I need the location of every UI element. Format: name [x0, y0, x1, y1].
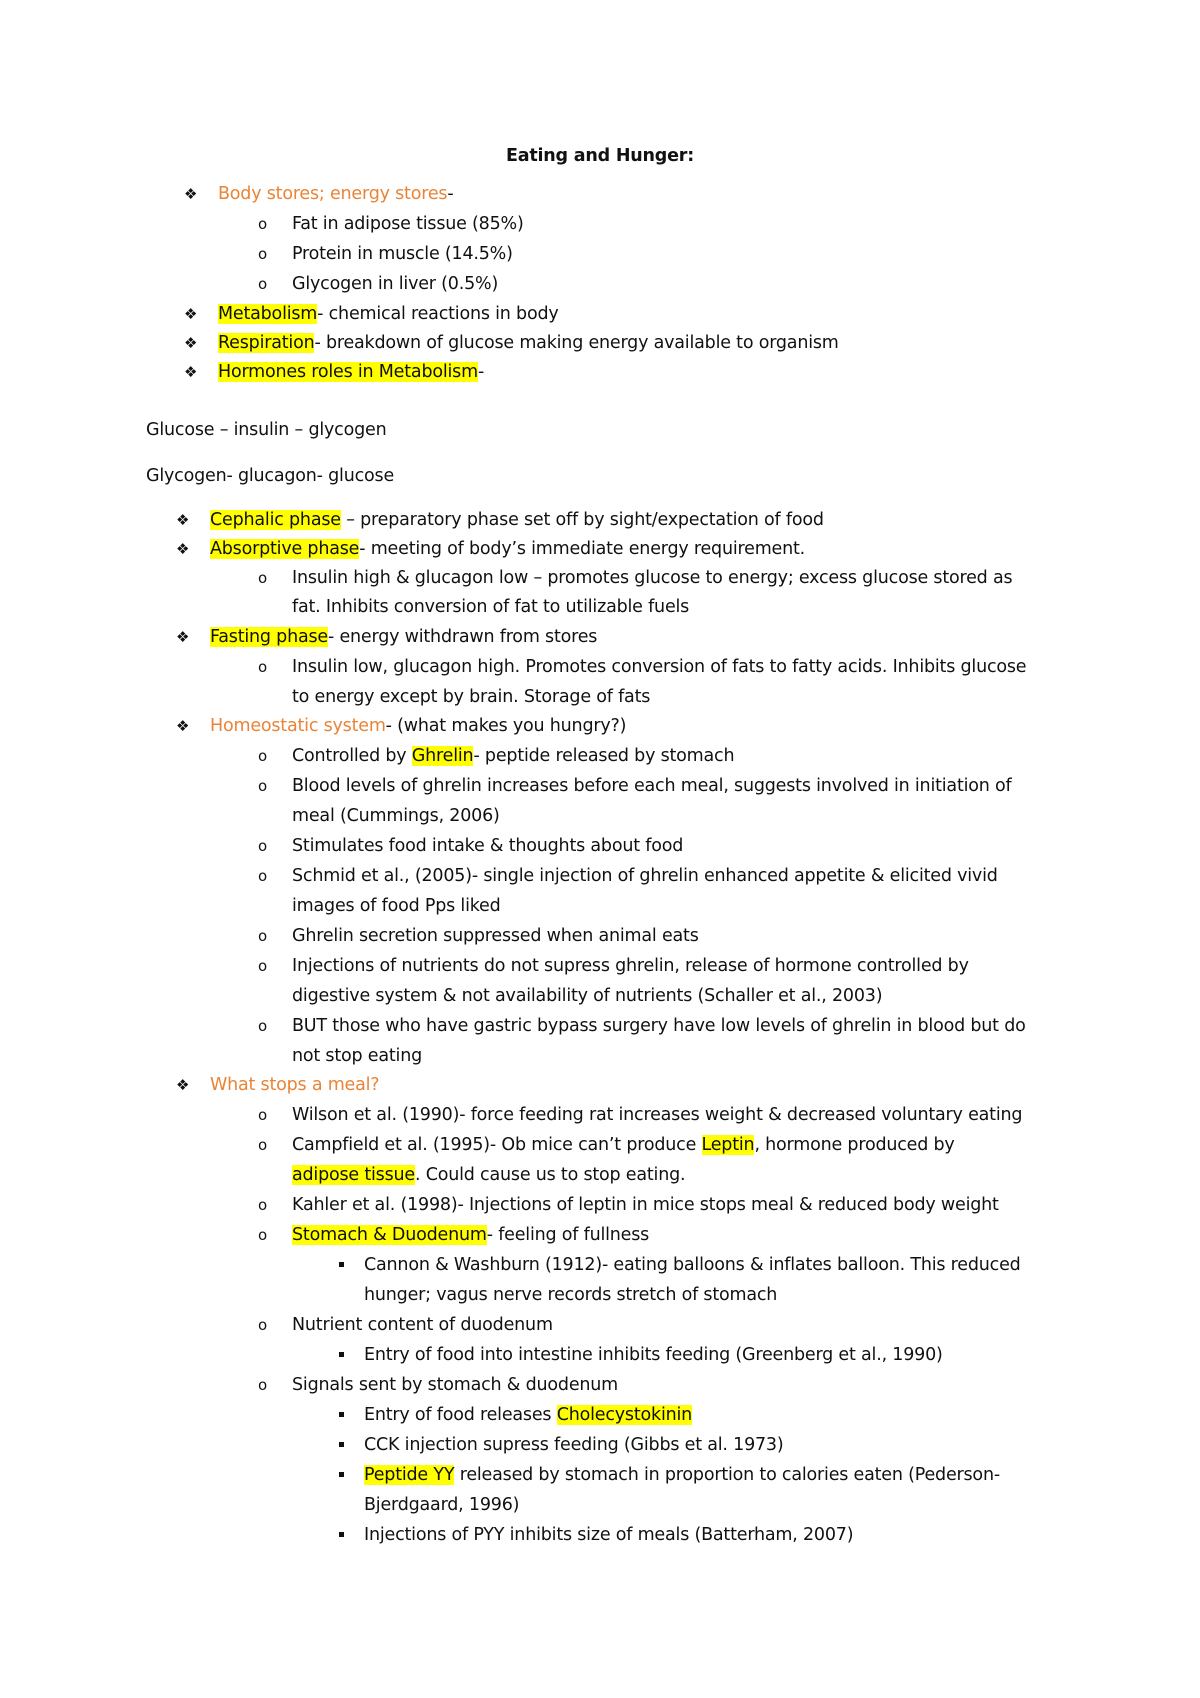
list-item: BUT those who have gastric bypass surgery have low levels of ghrelin in blood but do — [292, 1016, 1026, 1036]
list-item: Entry of food releases Cholecystokinin — [364, 1405, 693, 1425]
list-item: Stomach & Duodenum- feeling of fullness — [292, 1225, 650, 1245]
list-item: Cephalic phase – preparatory phase set off by sight/expectation of food — [210, 510, 824, 530]
list-item-continuation: fat. Inhibits conversion of fat to utilizable fuels — [292, 597, 690, 617]
list-item: Entry of food into intestine inhibits feeding (Greenberg et al., 1990) — [364, 1345, 943, 1365]
list-item-continuation: meal (Cummings, 2006) — [292, 806, 500, 826]
list-item-continuation: digestive system & not availability of nutrients (Schaller et al., 2003) — [292, 986, 883, 1006]
list-item: Injections of nutrients do not supress ghrelin, release of hormone controlled by — [292, 956, 969, 976]
diamond-bullet-icon: ❖ — [176, 628, 190, 646]
list-item: Respiration- breakdown of glucose making energy available to organism — [218, 333, 839, 353]
list-item-continuation: to energy except by brain. Storage of fats — [292, 687, 651, 707]
list-item: Homeostatic system- (what makes you hungry?) — [210, 716, 627, 736]
circle-bullet-icon: o — [258, 837, 267, 855]
diamond-bullet-icon: ❖ — [184, 334, 198, 352]
square-bullet-icon — [339, 1472, 344, 1477]
list-item: Campfield et al. (1995)- Ob mice can’t produce Leptin, hormone produced by — [292, 1135, 955, 1155]
list-item: Nutrient content of duodenum — [292, 1315, 553, 1335]
list-item: Metabolism- chemical reactions in body — [218, 304, 559, 324]
circle-bullet-icon: o — [258, 927, 267, 945]
page-title: Eating and Hunger: — [505, 146, 695, 166]
diamond-bullet-icon: ❖ — [176, 1076, 190, 1094]
list-item: Stimulates food intake & thoughts about food — [292, 836, 684, 856]
list-item: Cannon & Washburn (1912)- eating balloons & inflates balloon. This reduced — [364, 1255, 1021, 1275]
list-item: Fasting phase- energy withdrawn from stores — [210, 627, 598, 647]
list-item: Body stores; energy stores- — [218, 184, 454, 204]
circle-bullet-icon: o — [258, 1316, 267, 1334]
circle-bullet-icon: o — [258, 1136, 267, 1154]
circle-bullet-icon: o — [258, 867, 267, 885]
square-bullet-icon — [339, 1412, 344, 1417]
circle-bullet-icon: o — [258, 747, 267, 765]
diamond-bullet-icon: ❖ — [184, 185, 198, 203]
list-item: Fat in adipose tissue (85%) — [292, 214, 524, 234]
list-item: Absorptive phase- meeting of body’s immediate energy requirement. — [210, 539, 806, 559]
diamond-bullet-icon: ❖ — [176, 717, 190, 735]
list-item: Schmid et al., (2005)- single injection of ghrelin enhanced appetite & elicited vivid — [292, 866, 998, 886]
list-item: Ghrelin secretion suppressed when animal eats — [292, 926, 699, 946]
circle-bullet-icon: o — [258, 658, 267, 676]
list-item: Injections of PYY inhibits size of meals (Batterham, 2007) — [364, 1525, 854, 1545]
list-item: Kahler et al. (1998)- Injections of leptin in mice stops meal & reduced body weight — [292, 1195, 999, 1215]
list-item: Blood levels of ghrelin increases before each meal, suggests involved in initiation of — [292, 776, 1012, 796]
circle-bullet-icon: o — [258, 957, 267, 975]
circle-bullet-icon: o — [258, 1226, 267, 1244]
square-bullet-icon — [339, 1442, 344, 1447]
list-item: Insulin high & glucagon low – promotes glucose to energy; excess glucose stored as — [292, 568, 1013, 588]
list-item-continuation: Bjerdgaard, 1996) — [364, 1495, 520, 1515]
list-item: What stops a meal? — [210, 1075, 380, 1095]
list-item: CCK injection supress feeding (Gibbs et al. 1973) — [364, 1435, 784, 1455]
square-bullet-icon — [339, 1532, 344, 1537]
diamond-bullet-icon: ❖ — [176, 540, 190, 558]
circle-bullet-icon: o — [258, 569, 267, 587]
list-item: Insulin low, glucagon high. Promotes conversion of fats to fatty acids. Inhibits glucose — [292, 657, 1027, 677]
circle-bullet-icon: o — [258, 275, 267, 293]
diamond-bullet-icon: ❖ — [184, 363, 198, 381]
list-item: Hormones roles in Metabolism- — [218, 362, 485, 382]
list-item: Peptide YY released by stomach in proportion to calories eaten (Pederson- — [364, 1465, 1000, 1485]
circle-bullet-icon: o — [258, 1376, 267, 1394]
list-item: Controlled by Ghrelin- peptide released by stomach — [292, 746, 735, 766]
circle-bullet-icon: o — [258, 1106, 267, 1124]
list-item-continuation: hunger; vagus nerve records stretch of stomach — [364, 1285, 778, 1305]
list-item-continuation: adipose tissue. Could cause us to stop eating. — [292, 1165, 686, 1185]
square-bullet-icon — [339, 1352, 344, 1357]
list-item: Glycogen in liver (0.5%) — [292, 274, 499, 294]
list-item-continuation: not stop eating — [292, 1046, 422, 1066]
paragraph: Glucose – insulin – glycogen — [146, 420, 387, 440]
circle-bullet-icon: o — [258, 245, 267, 263]
list-item: Signals sent by stomach & duodenum — [292, 1375, 619, 1395]
list-item-continuation: images of food Pps liked — [292, 896, 501, 916]
circle-bullet-icon: o — [258, 777, 267, 795]
diamond-bullet-icon: ❖ — [176, 511, 190, 529]
square-bullet-icon — [339, 1262, 344, 1267]
list-item: Protein in muscle (14.5%) — [292, 244, 513, 264]
circle-bullet-icon: o — [258, 215, 267, 233]
paragraph: Glycogen- glucagon- glucose — [146, 466, 395, 486]
circle-bullet-icon: o — [258, 1196, 267, 1214]
list-item: Wilson et al. (1990)- force feeding rat increases weight & decreased voluntary eating — [292, 1105, 1023, 1125]
diamond-bullet-icon: ❖ — [184, 305, 198, 323]
circle-bullet-icon: o — [258, 1017, 267, 1035]
